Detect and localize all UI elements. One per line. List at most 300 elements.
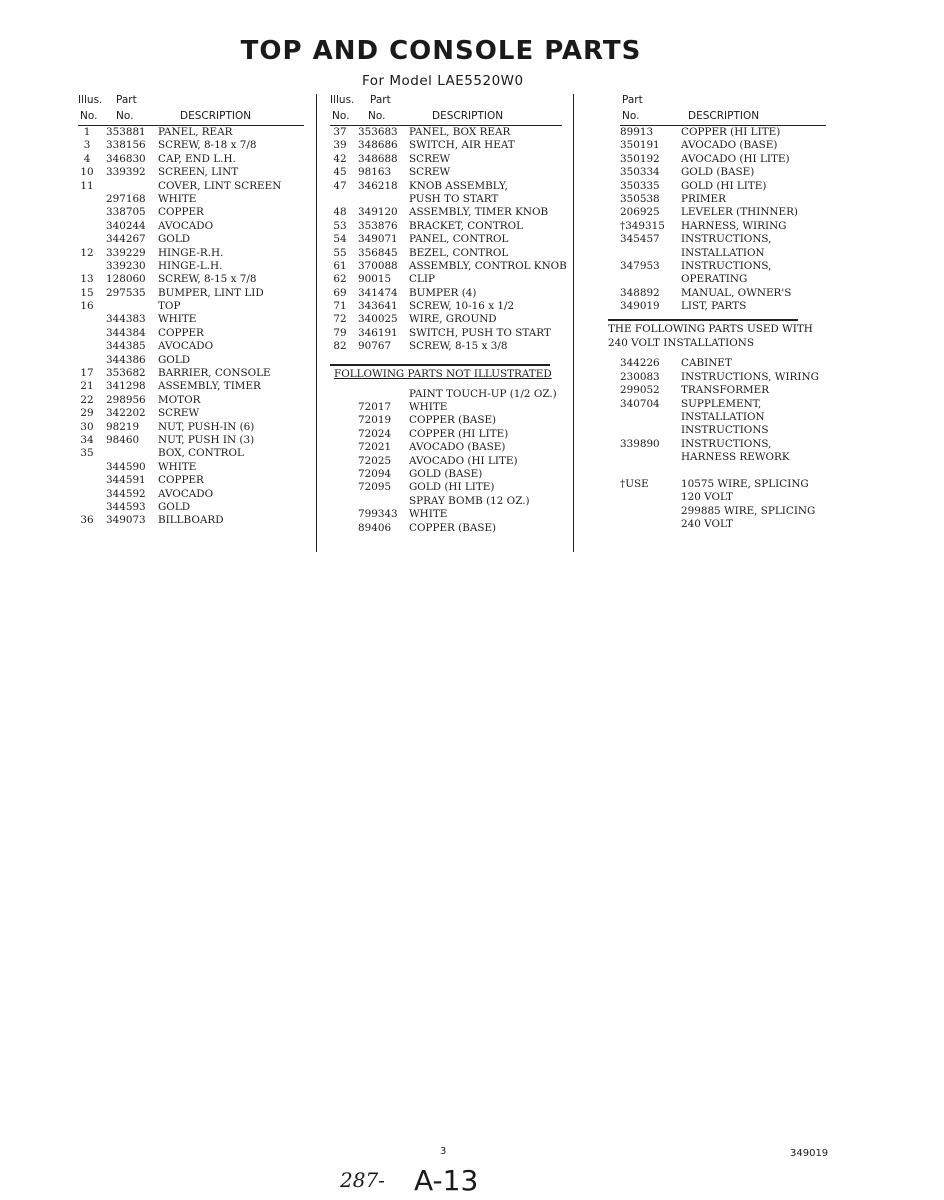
header-description: DESCRIPTION	[688, 110, 760, 122]
part-description: COPPER	[158, 326, 204, 339]
part-number: 344383	[106, 313, 146, 326]
part-number: 128060	[106, 273, 146, 286]
illus-number: 3	[83, 139, 91, 152]
part-number: 344267	[106, 233, 146, 246]
part-number: 339230	[106, 259, 146, 272]
table-row	[620, 126, 830, 139]
table-row	[620, 220, 830, 233]
part-description: HARNESS REWORK	[681, 451, 790, 464]
table-row	[78, 206, 306, 219]
part-description: LIST, PARTS	[681, 300, 747, 313]
illus-number: 71	[333, 300, 347, 313]
part-description: AVOCADO (BASE)	[409, 441, 506, 454]
part-description: INSTRUCTIONS,	[681, 259, 772, 272]
part-number: 90767	[358, 340, 392, 353]
table-row	[330, 495, 565, 508]
page-number: 3	[440, 1146, 447, 1157]
table-row	[620, 371, 830, 384]
table-row	[620, 491, 830, 504]
part-number: 90015	[358, 273, 392, 286]
part-description: 240 VOLT	[681, 518, 733, 531]
part-number: 343641	[358, 300, 398, 313]
part-number: 350191	[620, 139, 660, 152]
table-row	[620, 465, 830, 478]
not-illustrated-heading: FOLLOWING PARTS NOT ILLUSTRATED	[334, 367, 552, 380]
part-description: TRANSFORMER	[681, 384, 770, 397]
table-row	[78, 514, 306, 527]
part-description: 120 VOLT	[681, 491, 733, 504]
page-stamp: A-13	[414, 1164, 479, 1197]
table-row	[620, 424, 830, 437]
table-row	[330, 206, 565, 219]
header-no-1: No.	[80, 110, 98, 122]
illus-number: 12	[80, 246, 94, 259]
table-row	[78, 447, 306, 460]
part-description: COPPER (BASE)	[409, 521, 497, 534]
part-description: WHITE	[158, 313, 197, 326]
part-number: 297168	[106, 192, 146, 205]
part-description: SCREW, 8-18 x 7/8	[158, 139, 257, 152]
part-description: COVER, LINT SCREEN	[158, 179, 282, 192]
table-row	[330, 180, 565, 193]
part-description: BOX, CONTROL	[158, 447, 244, 460]
table-row	[78, 300, 306, 313]
part-number: 346191	[358, 326, 398, 339]
part-description: BUMPER (4)	[409, 286, 477, 299]
table-row	[330, 193, 565, 206]
part-description: ASSEMBLY, CONTROL KNOB	[409, 259, 567, 272]
header-no: No.	[622, 110, 640, 122]
illus-number: 69	[333, 286, 347, 299]
part-description: AVOCADO	[158, 219, 214, 232]
part-number: 98163	[358, 166, 392, 179]
part-description: SWITCH, AIR HEAT	[409, 139, 515, 152]
illus-number: 53	[333, 219, 347, 232]
illus-number: 4	[83, 152, 91, 165]
table-row	[620, 478, 830, 491]
part-number: 72094	[358, 467, 392, 480]
part-number: †USE	[620, 477, 649, 490]
column-2-header	[330, 94, 565, 126]
part-number: 344386	[106, 353, 146, 366]
part-number: 344592	[106, 487, 146, 500]
header-illus: Illus.	[330, 94, 355, 106]
table-row	[78, 193, 306, 206]
part-description: GOLD	[158, 233, 191, 246]
table-row	[78, 501, 306, 514]
part-description: 10575 WIRE, SPLICING	[681, 477, 809, 490]
part-description: INSTRUCTIONS,	[681, 233, 772, 246]
part-description: SCREW, 8-15 x 3/8	[409, 340, 508, 353]
table-row	[330, 481, 565, 494]
table-row	[330, 153, 565, 166]
part-number: 341298	[106, 380, 146, 393]
part-number: 89913	[620, 126, 654, 138]
part-number: 353682	[106, 367, 146, 380]
part-description: HINGE-L.H.	[158, 259, 223, 272]
part-number: 348688	[358, 152, 398, 165]
part-number: 349073	[106, 514, 146, 527]
part-number: 350192	[620, 152, 660, 165]
table-row	[78, 247, 306, 260]
part-description: BRACKET, CONTROL	[409, 219, 524, 232]
table-row	[78, 233, 306, 246]
table-row	[330, 287, 565, 300]
table-row	[620, 260, 830, 273]
part-description: PANEL, BOX REAR	[409, 126, 511, 138]
illus-number: 36	[80, 514, 94, 527]
part-number: 348892	[620, 286, 660, 299]
part-number: 349019	[620, 300, 660, 313]
header-part: Part	[622, 94, 643, 106]
part-number: 338156	[106, 139, 146, 152]
240-volt-heading: THE FOLLOWING PARTS USED WITH 240 VOLT INSTALLATIONS	[608, 323, 813, 349]
table-row	[330, 273, 565, 286]
part-number: 342202	[106, 407, 146, 420]
part-description: BILLBOARD	[158, 514, 224, 527]
column-3-header	[620, 94, 830, 126]
part-description: MOTOR	[158, 393, 201, 406]
part-description: AVOCADO (HI LITE)	[409, 454, 518, 467]
part-number: 346830	[106, 152, 146, 165]
part-description: INSTALLATION	[681, 246, 765, 259]
part-number: 72024	[358, 427, 392, 440]
table-row	[620, 287, 830, 300]
illus-number: 61	[333, 259, 347, 272]
part-description: WHITE	[158, 460, 197, 473]
table-row	[330, 247, 565, 260]
part-description: AVOCADO (BASE)	[681, 139, 778, 152]
table-row	[620, 505, 830, 518]
part-description: SCREW	[409, 166, 451, 179]
table-row	[620, 518, 830, 531]
illus-number: 11	[80, 179, 94, 192]
part-number: 353683	[358, 126, 398, 138]
table-row	[78, 153, 306, 166]
part-description: PANEL, REAR	[158, 126, 233, 138]
table-row	[78, 474, 306, 487]
illus-number: 29	[80, 407, 94, 420]
part-number: 344591	[106, 474, 146, 487]
part-description: INSTRUCTIONS, WIRING	[681, 370, 819, 383]
part-description: COPPER (HI LITE)	[681, 126, 781, 138]
illus-number: 39	[333, 139, 347, 152]
part-description: WHITE	[158, 192, 197, 205]
illus-number: 79	[333, 326, 347, 339]
part-number: 350334	[620, 166, 660, 179]
table-row	[78, 327, 306, 340]
part-description: ASSEMBLY, TIMER	[158, 380, 261, 393]
part-description: 299885 WIRE, SPLICING	[681, 504, 816, 517]
header-part: Part	[370, 94, 391, 106]
part-description: BEZEL, CONTROL	[409, 246, 509, 259]
240-volt-rows	[620, 357, 830, 531]
part-description: PRIMER	[681, 192, 726, 205]
part-number: 340025	[358, 313, 398, 326]
table-row	[78, 273, 306, 286]
table-row	[620, 398, 830, 411]
table-row	[78, 126, 306, 139]
page-title: TOP AND CONSOLE PARTS	[240, 36, 642, 66]
part-number: 299052	[620, 384, 660, 397]
part-description: BARRIER, CONSOLE	[158, 367, 271, 380]
table-row	[330, 220, 565, 233]
part-description: HARNESS, WIRING	[681, 219, 787, 232]
part-number: 72021	[358, 441, 392, 454]
table-row	[78, 313, 306, 326]
illus-number: 35	[80, 447, 94, 460]
part-number: †349315	[620, 219, 665, 232]
table-row	[330, 260, 565, 273]
table-row	[78, 354, 306, 367]
part-number: 356845	[358, 246, 398, 259]
part-description: SCREEN, LINT	[158, 166, 239, 179]
table-row	[620, 180, 830, 193]
illus-number: 30	[80, 420, 94, 433]
table-row	[620, 166, 830, 179]
table-row	[78, 488, 306, 501]
part-number: 799343	[358, 508, 398, 521]
table-row	[78, 394, 306, 407]
part-number: 339392	[106, 166, 146, 179]
table-row	[330, 126, 565, 139]
illus-number: 48	[333, 206, 347, 219]
part-number: 344590	[106, 460, 146, 473]
table-row	[620, 300, 830, 313]
part-description: CAP, END L.H.	[158, 152, 236, 165]
part-number: 339229	[106, 246, 146, 259]
table-row	[330, 313, 565, 326]
part-number: 353876	[358, 219, 398, 232]
table-row	[78, 287, 306, 300]
table-row	[78, 260, 306, 273]
table-row	[78, 421, 306, 434]
part-number: 348686	[358, 139, 398, 152]
model-subtitle: For Model LAE5520W0	[362, 73, 524, 89]
table-row	[78, 166, 306, 179]
part-description: WHITE	[409, 401, 448, 414]
part-number: 340704	[620, 397, 660, 410]
table-row	[330, 508, 565, 521]
part-description: SUPPLEMENT,	[681, 397, 762, 410]
illus-number: 45	[333, 166, 347, 179]
part-description: SPRAY BOMB (12 OZ.)	[409, 494, 530, 507]
table-row	[620, 206, 830, 219]
part-number: 72025	[358, 454, 392, 467]
illus-number: 82	[333, 340, 347, 353]
header-description: DESCRIPTION	[432, 110, 504, 122]
part-number: 298956	[106, 393, 146, 406]
table-row	[330, 340, 565, 353]
document-number: 349019	[790, 1148, 829, 1159]
table-row	[620, 384, 830, 397]
table-row	[330, 522, 565, 535]
part-description: MANUAL, OWNER'S	[681, 286, 792, 299]
part-number: 98219	[106, 420, 140, 433]
table-row	[330, 428, 565, 441]
part-description: GOLD (HI LITE)	[681, 179, 767, 192]
illus-number: 13	[80, 273, 94, 286]
part-number: 338705	[106, 206, 146, 219]
part-number: 370088	[358, 259, 398, 272]
illus-number: 62	[333, 273, 347, 286]
table-row	[620, 411, 830, 424]
header-illus: Illus.	[78, 94, 103, 106]
part-number: 340244	[106, 219, 146, 232]
not-illustrated-rows	[330, 388, 565, 535]
part-description: NUT, PUSH-IN (6)	[158, 420, 255, 433]
illus-number: 55	[333, 246, 347, 259]
illus-number: 42	[333, 152, 347, 165]
part-number: 98460	[106, 433, 140, 446]
part-description: OPERATING	[681, 273, 748, 286]
table-row	[330, 388, 565, 401]
table-row	[78, 340, 306, 353]
table-row	[330, 300, 565, 313]
table-row	[620, 153, 830, 166]
header-no-2: No.	[368, 110, 386, 122]
column-divider-2	[573, 94, 574, 552]
part-description: NUT, PUSH IN (3)	[158, 433, 255, 446]
table-row	[330, 414, 565, 427]
table-row	[78, 139, 306, 152]
part-number: 344384	[106, 326, 146, 339]
header-no-1: No.	[332, 110, 350, 122]
part-number: 72095	[358, 481, 392, 494]
part-number: 72019	[358, 414, 392, 427]
part-description: AVOCADO (HI LITE)	[681, 152, 790, 165]
table-row	[620, 139, 830, 152]
table-row	[620, 233, 830, 246]
table-row	[78, 461, 306, 474]
column-3-rows	[620, 126, 830, 313]
part-description: GOLD (BASE)	[681, 166, 755, 179]
section-rule	[330, 364, 550, 366]
part-description: SWITCH, PUSH TO START	[409, 326, 551, 339]
part-description: COPPER	[158, 206, 204, 219]
part-description: SCREW	[409, 152, 451, 165]
parts-column-1	[78, 94, 306, 528]
part-number: 297535	[106, 286, 146, 299]
table-row	[330, 401, 565, 414]
part-description: AVOCADO	[158, 340, 214, 353]
part-description: COPPER (HI LITE)	[409, 427, 509, 440]
illus-number: 37	[333, 126, 347, 138]
illus-number: 72	[333, 313, 347, 326]
part-description: PANEL, CONTROL	[409, 233, 509, 246]
table-row	[78, 407, 306, 420]
part-description: ASSEMBLY, TIMER KNOB	[409, 206, 549, 219]
illus-number: 22	[80, 393, 94, 406]
part-description: PAINT TOUCH-UP (1/2 OZ.)	[409, 387, 557, 400]
column-divider-1	[316, 94, 317, 552]
part-description: SCREW, 10-16 x 1/2	[409, 300, 515, 313]
part-description: BUMPER, LINT LID	[158, 286, 264, 299]
handwritten-annotation: 287-	[340, 1168, 385, 1192]
part-number: 349120	[358, 206, 398, 219]
part-description: CABINET	[681, 357, 732, 370]
part-number: 89406	[358, 521, 392, 534]
table-row	[78, 367, 306, 380]
table-row	[78, 220, 306, 233]
part-number: 344593	[106, 500, 146, 513]
table-row	[620, 193, 830, 206]
part-description: PUSH TO START	[409, 192, 499, 205]
part-number: 344385	[106, 340, 146, 353]
table-row	[330, 441, 565, 454]
part-number: 72017	[358, 401, 392, 414]
part-number: 350538	[620, 192, 660, 205]
table-row	[330, 233, 565, 246]
table-row	[620, 247, 830, 260]
part-number: 341474	[358, 286, 398, 299]
part-description: GOLD	[158, 353, 191, 366]
part-description: INSTALLATION	[681, 411, 765, 424]
part-description: HINGE-R.H.	[158, 246, 224, 259]
part-description: GOLD (BASE)	[409, 467, 483, 480]
part-description: INSTRUCTIONS	[681, 424, 769, 437]
header-description: DESCRIPTION	[180, 110, 252, 122]
parts-column-3	[608, 94, 830, 532]
illus-number: 47	[333, 179, 347, 192]
part-description: KNOB ASSEMBLY,	[409, 179, 508, 192]
table-row	[330, 139, 565, 152]
header-no-2: No.	[116, 110, 134, 122]
column-2-rows	[330, 126, 565, 354]
table-row	[620, 438, 830, 451]
column-1-header	[78, 94, 306, 126]
section-rule	[608, 319, 798, 321]
part-number: 206925	[620, 206, 660, 219]
illus-number: 54	[333, 233, 347, 246]
part-description: GOLD	[158, 500, 191, 513]
part-description: CLIP	[409, 273, 435, 286]
column-1-rows	[78, 126, 306, 528]
parts-column-2	[330, 94, 565, 535]
part-description: AVOCADO	[158, 487, 214, 500]
illus-number: 15	[80, 286, 94, 299]
header-part: Part	[116, 94, 137, 106]
illus-number: 21	[80, 380, 94, 393]
illus-number: 1	[83, 126, 91, 138]
table-row	[330, 327, 565, 340]
part-description: SCREW	[158, 407, 200, 420]
table-row	[78, 180, 306, 193]
table-row	[620, 357, 830, 370]
table-row	[330, 455, 565, 468]
table-row	[330, 166, 565, 179]
part-number: 339890	[620, 437, 660, 450]
table-row	[330, 468, 565, 481]
table-row	[78, 380, 306, 393]
part-description: WHITE	[409, 508, 448, 521]
part-description: COPPER (BASE)	[409, 414, 497, 427]
table-row	[78, 434, 306, 447]
part-number: 345457	[620, 233, 660, 246]
part-number: 344226	[620, 357, 660, 370]
part-number: 346218	[358, 179, 398, 192]
illus-number: 16	[80, 300, 94, 313]
table-row	[620, 451, 830, 464]
illus-number: 17	[80, 367, 94, 380]
part-description: LEVELER (THINNER)	[681, 206, 798, 219]
part-number: 347953	[620, 259, 660, 272]
part-description: INSTRUCTIONS,	[681, 437, 772, 450]
part-number: 353881	[106, 126, 146, 138]
part-description: TOP	[158, 300, 181, 313]
part-description: GOLD (HI LITE)	[409, 481, 495, 494]
part-description: WIRE, GROUND	[409, 313, 497, 326]
